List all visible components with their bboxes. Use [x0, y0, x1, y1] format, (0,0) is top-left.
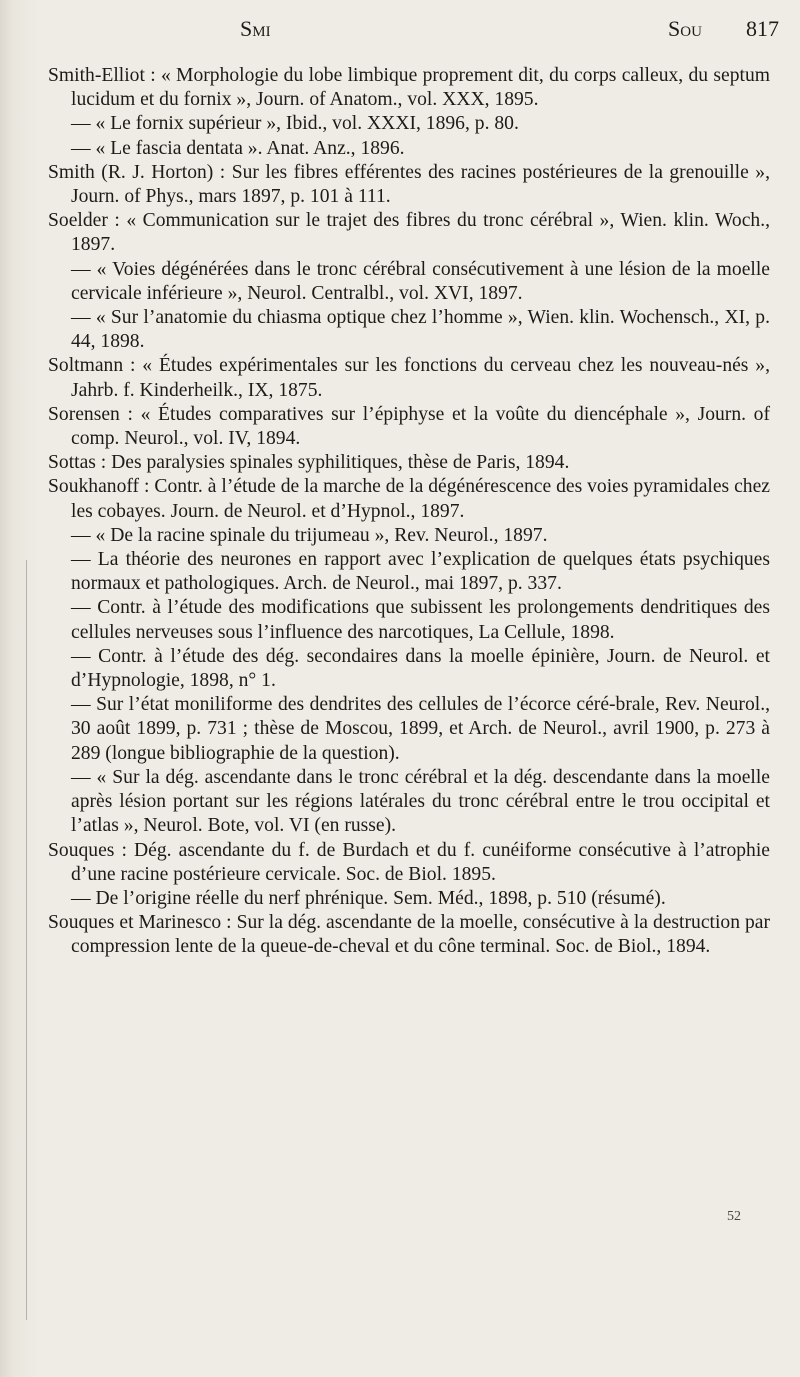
entry-soelder-voies: — « Voies dégénérées dans le tronc cérébral consécutivement à une lésion de la moelle cervicale inférieure », Neurol. Centralbl., vol. XVI, 1897.: [71, 258, 770, 304]
page-number: 817: [746, 16, 779, 41]
bibliography: [48, 64, 770, 960]
entry-smith-horton: Smith (R. J. Horton) : Sur les fibres efférentes des racines postérieures de la grenouille », Journ. of Phys., mars 1897, p. 101 à 111.: [48, 161, 770, 208]
signature-mark: 52: [727, 1209, 741, 1224]
entry-souques-marinesco: Souques et Marinesco : Sur la dég. ascendante de la moelle, consécutive à la destruction par compression lente de la queue-de-cheval et du cône terminal. Soc. de Biol., 1894.: [48, 912, 770, 958]
entry-soukhanoff-tronc: — « Sur la dég. ascendante dans le tronc cérébral et la dég. descendante dans la moelle après lésion portant sur les régions latérales du tronc cérébral entre le trou occipital et l’atlas », Neurol. Bote, vol. VI (en russe).: [71, 766, 770, 837]
entry-soukhanoff-moelle: — Contr. à l’étude des dég. secondaires dans la moelle épinière, Journ. de Neurol. et d’Hypnologie, 1898, n° 1.: [71, 645, 770, 692]
binding-edge: [26, 560, 27, 1320]
entry-smith-elliot-fornix: — « Le fornix supérieur », Ibid., vol. XXXI, 1896, p. 80.: [71, 113, 519, 135]
entry-soukhanoff-moniliforme: — Sur l’état moniliforme des dendrites des cellules de l’écorce céré-brale, Rev. Neurol., 30 août 1899, p. 731 ; thèse de Moscou, 1899, et Arch. de Neurol., avril 1900, p. 273 à 289 (longue bibliographie de la question).: [71, 694, 770, 764]
header-left-term: Smi: [240, 16, 271, 41]
entry-sottas: Sottas : Des paralysies spinales syphilitiques, thèse de Paris, 1894.: [48, 452, 570, 474]
entry-soukhanoff-trijumeau: — « De la racine spinale du trijumeau », Rev. Neurol., 1897.: [71, 524, 548, 546]
entry-soukhanoff: Soukhanoff : Contr. à l’étude de la marche de la dégénérescence des voies pyramidales chez les cobayes. Journ. de Neurol. et d’Hypnol., 1897.: [48, 476, 770, 522]
entry-smith-elliot-fascia: — « Le fascia dentata ». Anat. Anz., 1896.: [71, 137, 405, 159]
entry-soelder-chiasma: — « Sur l’anatomie du chiasma optique chez l’homme », Wien. klin. Wochensch., XI, p. 44, 1898.: [71, 307, 770, 353]
running-header: [0, 16, 800, 46]
entry-sorensen: Sorensen : « Études comparatives sur l’épiphyse et la voûte du diencéphale », Journ. of comp. Neurol., vol. IV, 1894.: [48, 403, 770, 450]
entry-soukhanoff-dendritiques: — Contr. à l’étude des modifications que subissent les prolongements dendritiques des cellules nerveuses sous l’influence des narcotiques, La Cellule, 1898.: [71, 597, 770, 643]
entry-soltmann: Soltmann : « Études expérimentales sur les fonctions du cerveau chez les nouveau-nés », Jahrb. f. Kinderheilk., IX, 1875.: [48, 355, 770, 401]
entry-soukhanoff-neurones: — La théorie des neurones en rapport avec l’explication de quelques états psychiques normaux et pathologiques. Arch. de Neurol., mai 1897, p. 337.: [71, 549, 770, 595]
entry-souques: Souques : Dég. ascendante du f. de Burdach et du f. cunéiforme consécutive à l’atrophie d’une racine postérieure cervicale. Soc. de Biol. 1895.: [48, 839, 770, 885]
entry-souques-phrenique: — De l’origine réelle du nerf phrénique. Sem. Méd., 1898, p. 510 (résumé).: [71, 887, 666, 909]
entry-smith-elliot: Smith-Elliot : « Morphologie du lobe limbique proprement dit, du corps calleux, du septum lucidum et du fornix », Journ. of Anatom., vol. XXX, 1895.: [48, 65, 770, 111]
header-right-term: Sou: [668, 16, 702, 41]
entry-soelder: Soelder : « Communication sur le trajet des fibres du tronc cérébral », Wien. klin. Woch., 1897.: [48, 210, 770, 256]
